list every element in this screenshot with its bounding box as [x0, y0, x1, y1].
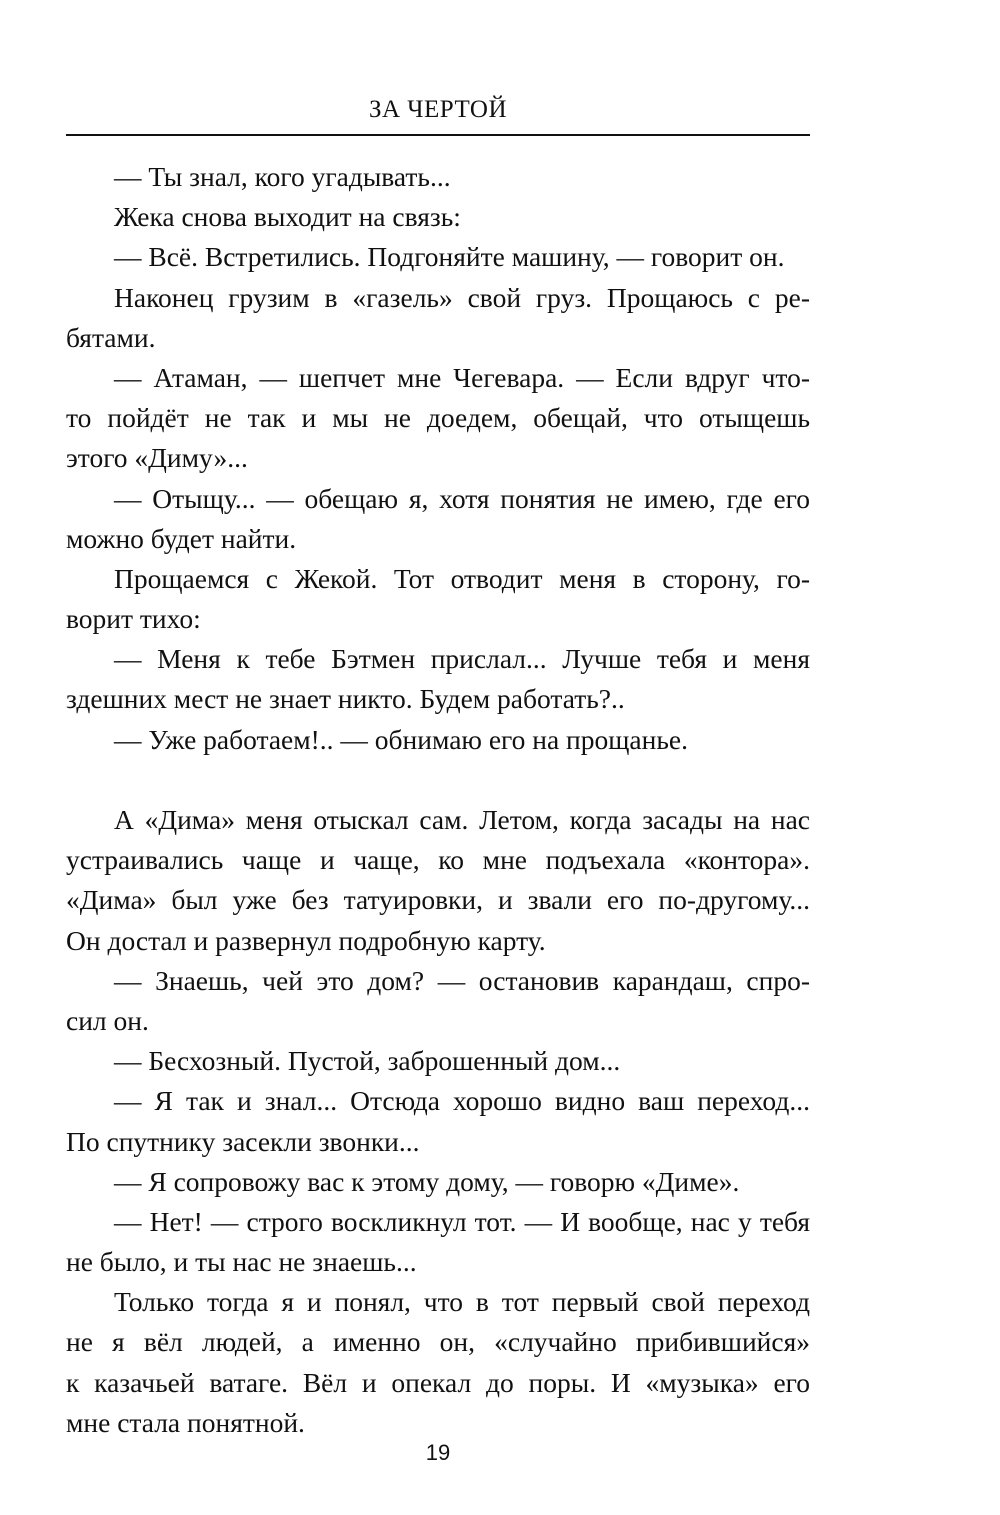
text-line: Он достал и развернул подробную карту.	[66, 924, 546, 956]
text-line: этого «Диму»...	[66, 442, 248, 474]
text-line: А «Дима» меня отыскал сам. Летом, когда засады на нас	[114, 804, 810, 835]
text-line: — Меня к тебе Бэтмен прислал... Лучше тебя и меня	[114, 643, 810, 675]
text-line: бятами.	[66, 321, 156, 353]
body-text	[66, 157, 810, 1443]
page-number: 19	[425, 1440, 451, 1465]
text-line: — Ты знал, кого угадывать...	[114, 161, 451, 192]
text-line: не было, и ты нас не знаешь...	[66, 1246, 417, 1278]
text-line: к казачьей ватаге. Вёл и опекал до поры. И «музыка» его	[66, 1366, 810, 1398]
text-line: — Я сопровожу вас к этому дому, — говорю «Диме».	[114, 1165, 740, 1197]
text-line: здешних мест не знает никто. Будем работать?..	[66, 683, 625, 715]
text-line: можно будет найти.	[66, 522, 297, 554]
text-line: — Бесхозный. Пустой, заброшенный дом...	[114, 1045, 621, 1077]
text-line: — Я так и знал... Отсюда хорошо видно ваш переход...	[114, 1085, 810, 1117]
text-line: — Знаешь, чей это дом? — остановив карандаш, спро-	[114, 964, 810, 996]
header-rule	[66, 134, 810, 136]
text-line: ворит тихо:	[66, 603, 201, 635]
text-line: мне стала понятной.	[66, 1406, 305, 1438]
running-title: ЗА ЧЕРТОЙ	[368, 96, 508, 123]
text-line: — Отыщу... — обещаю я, хотя понятия не имею, где его	[114, 482, 810, 514]
section-break	[66, 760, 810, 800]
text-line: Прощаемся с Жекой. Тот отводит меня в сторону, го-	[114, 562, 810, 594]
text-line: — Всё. Встретились. Подгоняйте машину, — говорит он.	[114, 241, 785, 273]
text-line: Только тогда я и понял, что в тот первый свой переход	[114, 1286, 810, 1318]
text-line: «Дима» был уже без татуировки, и звали его по-другому...	[66, 884, 810, 916]
text-line: сил он.	[66, 1004, 149, 1036]
text-line: — Атаман, — шепчет мне Чегевара. — Если вдруг что-	[114, 361, 810, 393]
text-line: устраивались чаще и чаще, ко мне подъехала «контора».	[66, 844, 810, 876]
text-line: то пойдёт не так и мы не доедем, обещай, что отыщешь	[66, 402, 810, 434]
text-line: — Уже работаем!.. — обнимаю его на прощанье.	[114, 723, 688, 755]
text-line: Жека снова выходит на связь:	[114, 201, 461, 233]
text-line: По спутнику засекли звонки...	[66, 1125, 420, 1157]
text-line: — Нет! — строго воскликнул тот. — И вообще, нас у тебя	[114, 1205, 810, 1237]
text-line: Наконец грузим в «газель» свой груз. Прощаюсь с ре-	[114, 281, 810, 313]
text-line: не я вёл людей, а именно он, «случайно прибившийся»	[66, 1326, 810, 1358]
